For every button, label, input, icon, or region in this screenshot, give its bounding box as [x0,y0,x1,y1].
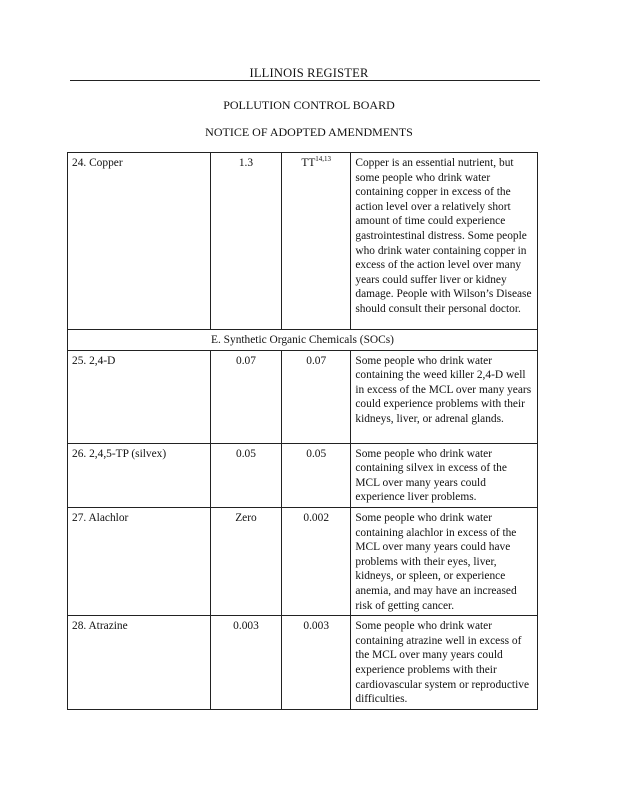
mcl-value: 0.002 [282,507,351,615]
mclg-value: 0.07 [210,350,281,443]
contaminant-name: 28. Atrazine [68,616,211,710]
table-row [68,616,538,710]
mclg-value: 1.3 [210,153,281,330]
health-effects: Some people who drink water containing atrazine well in excess of the MCL over many years could experience problems with their cardiovascular system or reproductive difficulties. [351,616,538,710]
mclg-value: Zero [210,507,281,615]
table-row [68,350,538,443]
mcl-value: 0.003 [282,616,351,710]
mcl-text: TT [301,157,316,169]
board-title: POLLUTION CONTROL BOARD [223,98,395,112]
header-rule [70,80,540,81]
mclg-value: 0.003 [210,616,281,710]
section-header: E. Synthetic Organic Chemicals (SOCs) [68,330,538,351]
contaminant-table [67,152,538,710]
contaminant-name: 26. 2,4,5-TP (silvex) [68,443,211,507]
health-effects: Some people who drink water containing silvex in excess of the MCL over many years could experience liver problems. [351,443,538,507]
contaminant-name: 25. 2,4-D [68,350,211,443]
health-effects: Some people who drink water containing alachlor in excess of the MCL over many years could have problems with their eyes, liver, kidneys, or spleen, or experience anemia, and may have an increased risk of getting cancer. [351,507,538,615]
contaminant-name: 24. Copper [68,153,211,330]
table-row-copper [68,153,538,330]
mcl-value: 0.05 [282,443,351,507]
register-title: ILLINOIS REGISTER [249,66,369,80]
contaminant-name: 27. Alachlor [68,507,211,615]
notice-title: NOTICE OF ADOPTED AMENDMENTS [205,125,413,139]
section-header-row [68,330,538,351]
health-effects: Copper is an essential nutrient, but some people who drink water containing copper in excess of the action level over a relatively short amount of time could experience gastrointestinal distress. Some people who drink water containing copper in excess of the action level over many years could suffer liver or kidney damage. People with Wilson’s Disease should consult their personal doctor. [351,153,538,330]
table-row [68,443,538,507]
table-row [68,507,538,615]
footnote-marker: 14,13 [315,155,332,164]
health-effects: Some people who drink water containing the weed killer 2,4-D well in excess of the MCL over many years could experience problems with their kidneys, liver, or adrenal glands. [351,350,538,443]
mcl-value: 0.07 [282,350,351,443]
mcl-value [282,153,351,330]
mclg-value: 0.05 [210,443,281,507]
